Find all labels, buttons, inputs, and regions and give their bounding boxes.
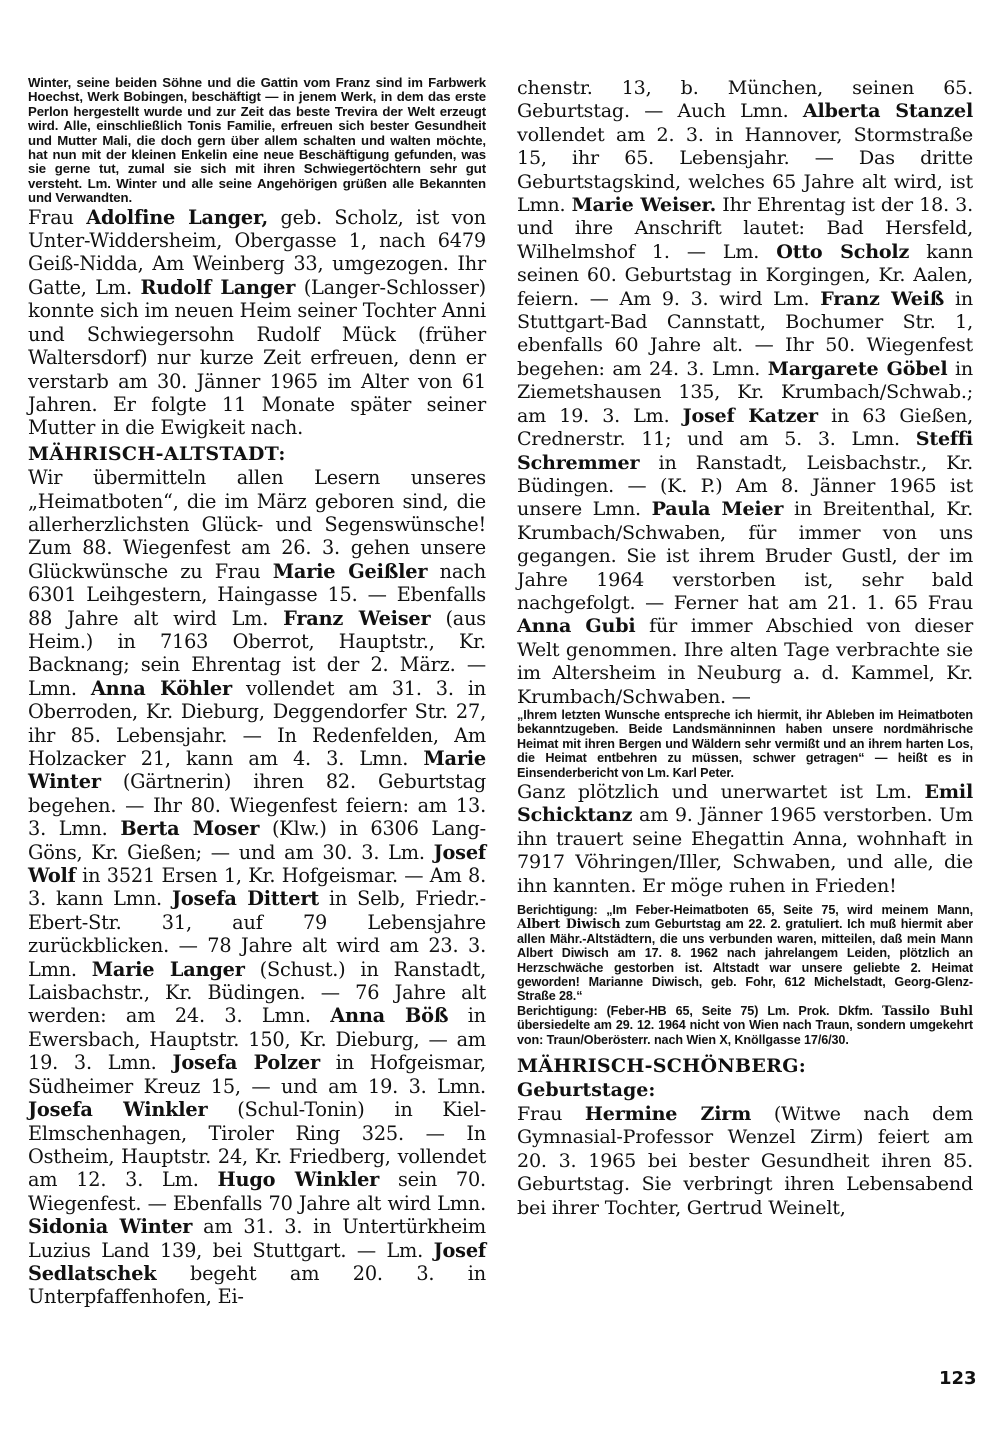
- text-run: nach 6301 Leihgestern, Haingasse 15. — Ebenfalls 88 Jahre alt wird Lm.: [28, 559, 486, 630]
- intro-paragraph: Winter, seine beiden Söhne und die Gattin vom Franz sind im Farbwerk Hoechst, Werk Bobingen, beschäftigt — in jenem Werk, in dem das erste Perlon hergestellt wurde und zur Zeit das beste Trevira der Welt erzeugt wird. Alle, einschließlich Tonis Familie, erfreuen sich bester Gesundheit und Mutter Mali, die doch gern über allem schalten und walten möchte, hat nun mit der kleinen Enkelin eine neue Beschäftigung gefunden, was sie gerne tut, zumal sie sich mit ihren Schwiegertöchtern sehr gut versteht. Lm. Winter und alle seine Angehörigen grüßen alle Bekannten und Verwandten.: [28, 75, 486, 206]
- text-run: geb. Scholz, ist von Unter-Widdersheim, Obergasse 1, nach 6479 Geiß-Nidda, Am Weinberg 33, umgezogen. Ihr Gatte, Lm.: [28, 205, 486, 299]
- text-run: in Stuttgart-Bad Cannstatt, Bochumer Str. 1, ebenfalls 60 Jahre alt. — Ihr 50. Wiegenfest begehen: am 24. 3. Lmn.: [517, 286, 973, 380]
- text-run: chenstr. 13, b. München, seinen 65. Geburtstag. — Auch Lmn.: [517, 76, 973, 123]
- bold-name: Berta Moser: [120, 817, 260, 841]
- bold-name: Marie Langer: [91, 957, 245, 981]
- zirm-paragraph: [517, 1102, 973, 1219]
- bold-name: Adolfine Langer,: [86, 205, 269, 229]
- text-run: am 9. Jänner 1965 verstorben. Um ihn trauert seine Ehegattin Anna, wohnhaft in 7917 Vöhringen/Iller, Schwaben, und alle, die ihn kannten. Er möge ruhen in Frieden!: [517, 803, 973, 897]
- schicktanz-paragraph: [517, 780, 973, 897]
- text-run: (aus Heim.) in 7163 Oberrot, Hauptstr., Kr. Backnang; sein Ehrentag ist der 2. März. — Lmn.: [28, 606, 486, 700]
- altstadt-birthdays-paragraph: [28, 466, 486, 1309]
- text-run: (Gärtnerin) ihren 82. Geburtstag begehen. — Ihr 80. Wiegenfest feiern: am 13. 3. Lmn.: [28, 770, 486, 841]
- text-run: (Witwe nach dem Gymnasial-Professor Wenzel Zirm) feiert am 20. 3. 1965 bei bester Gesundheit ihren 85. Geburtstag. Sie verbringt ihren Lebensabend bei ihrer Tochter, Gertrud Weinelt,: [517, 1101, 973, 1219]
- bold-name: Emil Schicktanz: [517, 780, 973, 827]
- bold-name: Marie Weiser.: [571, 193, 717, 217]
- text-run: in 3521 Ersen 1, Kr. Hofgeismar. — Am 8. 3. kann Lmn.: [28, 864, 486, 911]
- bold-name: Josef Wolf: [28, 840, 486, 888]
- bold-name: Hermine Zirm: [584, 1101, 752, 1125]
- bold-name: Alberta Stanzel: [802, 99, 973, 123]
- section-heading-schoenberg: MÄHRISCH-SCHÖNBERG:: [517, 1055, 807, 1078]
- section-heading-altstadt: MÄHRISCH-ALTSTADT:: [28, 442, 286, 465]
- bold-name: Sidonia Winter: [28, 1215, 193, 1239]
- text-run: vollendet am 31. 3. in Oberroden, Kr. Dieburg, Deggendorfer Str. 27, ihr 85. Lebensjahr. — In Redenfelden, Am Holzacker 21, kann am 4. 3. Lmn.: [28, 676, 487, 770]
- bold-name: Josefa Polzer: [172, 1051, 320, 1075]
- text-run: Ganz plötzlich und unerwartet ist Lm.: [517, 780, 925, 803]
- bold-name: Steffi Schremmer: [517, 427, 973, 474]
- text-run: in 63 Gießen, Crednerstr. 11; und am 5. 3. Lmn.: [517, 403, 974, 451]
- langer-paragraph: [28, 206, 486, 440]
- bold-name: Anna Gubi: [517, 614, 636, 638]
- text-run: begeht am 20. 3. in Unterpfaffenhofen, Ei-: [28, 1261, 486, 1309]
- bold-name: Josefa Winkler: [28, 1098, 208, 1122]
- subheading-birthdays: Geburtstage:: [517, 1078, 656, 1101]
- text-run: für immer Abschied von dieser Welt genommen. Ihre alten Tage verbrachte sie im Altersheim in Neuburg a. d. Kammel, Kr. Krumbach/Schwaben. —: [517, 614, 973, 708]
- text-run: Wir übermitteln allen Lesern unseres „Heimatboten“, die im März geboren sind, die allerherzlichsten Glück- und Segenswünsche! Zum 88. Wiegenfest am 26. 3. gehen unsere Glückwünsche zu Frau: [28, 466, 486, 583]
- text-run: zum Geburtstag am 22. 2. gratuliert. Ich muß hiermit aber allen Mähr.-Altstädtern, die uns verbunden waren, mitteilen, daß mein Mann Albert Diwisch am 17. 8. 1962 nach jahrelangem Leiden, plötzlich an Herzschwäche gestorben ist. Altstadt war unsere geliebte 2. Heimat geworden! Marianne Diwisch, geb. Fohr, 612 Michelstadt, Georg-Glenz-Straße 28.“: [517, 917, 973, 1004]
- bold-name: Anna Böß: [330, 1004, 449, 1028]
- altstadt-continued-paragraph: [517, 76, 973, 708]
- text-run: Berichtigung: „Im Feber-Heimatboten 65, Seite 75, wird meinem Mann,: [517, 903, 973, 918]
- bold-name: Margarete Göbel: [767, 356, 948, 380]
- bold-name: Franz Weiser: [283, 606, 431, 630]
- bold-name: Rudolf Langer: [140, 275, 296, 299]
- text-run: (Langer-Schlosser) konnte sich im neuen Heim seiner Tochter Anni und Schwiegersohn Rudolf Mück (früher Waltersdorf) nur kurze Zeit erfreuen, denn er verstarb am 30. Jänner 1965 im Alter von 61 Jahren. Er folgte 11 Monate später seiner Mutter in die Ewigkeit nach.: [28, 275, 486, 440]
- text-run: Ihr Ehrentag ist der 18. 3. und ihre Anschrift lautet: Bad Hersfeld, Wilhelmshof 1. — Lm.: [517, 193, 973, 263]
- bold-name: Otto Scholz: [776, 239, 910, 263]
- bold-name: Marie Geißler: [272, 559, 428, 583]
- bold-name: Josef Katzer: [682, 403, 818, 427]
- text-run: (Schust.) in Ranstadt, Laisbachstr., Kr. Büdingen. — 76 Jahre alt werden: am 24. 3. Lmn.: [28, 957, 486, 1028]
- bold-name: Marie Winter: [28, 747, 486, 794]
- text-run: in Ewersbach, Hauptstr. 150, Kr. Dieburg, — am 19. 3. Lmn.: [28, 1004, 486, 1075]
- bold-name: Josef Sedlatschek: [28, 1238, 486, 1285]
- bold-name: Anna Köhler: [90, 676, 232, 700]
- text-run: in Selb, Friedr.-Ebert-Str. 31, auf 79 Lebensjahre zurückblicken. — 78 Jahre alt wird am 23. 3. Lmn.: [28, 887, 486, 981]
- page-number: 123: [939, 1368, 977, 1389]
- right-column: [517, 76, 973, 1219]
- quote-paragraph: „Ihrem letzten Wunsche entspreche ich hiermit, ihr Ableben im Heimatboten bekanntzugeben. Beide Landsmänninnen haben unsere nordmährische Heimat mit ihren Bergen und Wäldern sehr vermißt und an ihrem harten Los, die Heimat entbehren zu müssen, schwer getragen“ — heißt es in Einsenderbericht von Lm. Karl Peter.: [517, 707, 973, 780]
- correction-buhl: [517, 1004, 973, 1047]
- text-run: übersiedelte am 29. 12. 1964 nicht von Wien nach Traun, sondern umgekehrt von: Traun/Oberösterr. nach Wien X, Knöllgasse 17/6/30.: [517, 1018, 973, 1047]
- text-run: in Breitenthal, Kr. Krumbach/Schwaben, für immer von uns gegangen. Sie ist ihrem Bruder Gustl, der im Jahre 1964 verstorben ist, sehr bald nachgefolgt. — Ferner hat am 21. 1. 65 Frau: [517, 497, 973, 614]
- text-run: in Ranstadt, Leisbachstr., Kr. Büdingen. — (K. P.) Am 8. Jänner 1965 ist unsere Lmn.: [517, 450, 973, 521]
- text-run: am 31. 3. in Untertürkheim Luzius Land 139, bei Stuttgart. — Lm.: [28, 1215, 486, 1262]
- bold-name: Hugo Winkler: [217, 1168, 380, 1192]
- correction-diwisch: [517, 903, 973, 1004]
- bold-name: Albert Diwisch: [517, 916, 621, 932]
- text-run: (Schul-Tonin) in Kiel-Elmschenhagen, Tiroler Ring 325. — In Ostheim, Hauptstr. 24, Kr. Friedberg, vollendet am 12. 3. Lm.: [28, 1098, 487, 1192]
- bold-name: Franz Weiß: [820, 286, 945, 310]
- text-run: vollendet am 2. 3. in Hannover, Stormstraße 15, ihr 65. Lebensjahr. — Das dritte Geburtstagskind, welches 65 Jahre alt wird, ist Lmn.: [517, 122, 973, 217]
- bold-name: Tassilo Buhl: [881, 1002, 973, 1018]
- text-run: (Klw.) in 6306 Lang-Göns, Kr. Gießen; — und am 30. 3. Lm.: [28, 817, 486, 864]
- text-run: sein 70. Wiegenfest. — Ebenfalls 70 Jahre alt wird Lmn.: [28, 1168, 486, 1215]
- left-column: [28, 76, 486, 1309]
- text-run: in Hofgeismar, Südheimer Kreuz 15, — und am 19. 3. Lmn.: [28, 1051, 486, 1098]
- bold-name: Josefa Dittert: [171, 887, 319, 911]
- text-run: Frau: [517, 1101, 585, 1125]
- bold-name: Paula Meier: [651, 497, 784, 521]
- text-run: Frau: [28, 205, 87, 229]
- text-run: in Ziemetshausen 135, Kr. Krumbach/Schwab.; am 19. 3. Lm.: [517, 356, 974, 427]
- text-run: Berichtigung: (Feber-HB 65, Seite 75) Lm. Prok. Dkfm.: [517, 1003, 882, 1018]
- text-run: kann seinen 60. Geburtstag in Korgingen, Kr. Aalen, feiern. — Am 9. 3. wird Lm.: [517, 239, 973, 310]
